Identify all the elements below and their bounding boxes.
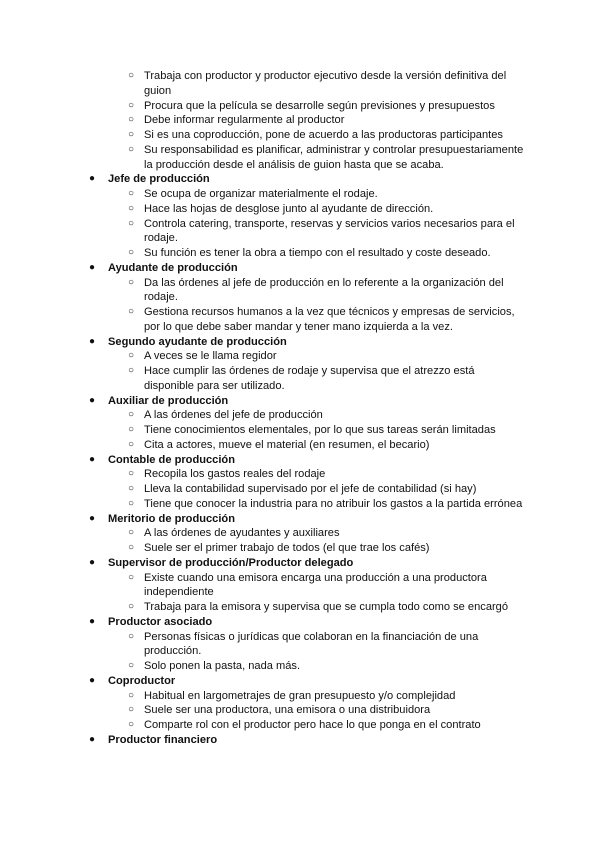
hollow-bullet-icon: ○ [127,438,135,450]
list-item-text: Controla catering, transporte, reservas y servicios varios necesarios para el [144,217,515,230]
section-heading [0,733,600,748]
hollow-bullet-icon: ○ [127,247,135,258]
hollow-bullet-icon: ○ [127,689,135,701]
hollow-bullet-icon: ○ [127,497,135,509]
list-item-continuation: guion [144,84,172,97]
filled-bullet-icon: ● [88,261,96,273]
list-item [0,113,600,128]
list-item-text: Da las órdenes al jefe de producción en lo referente a la organización del [144,276,504,289]
section-title: Segundo ayudante de producción [108,335,287,348]
list-item [0,526,600,541]
hollow-bullet-icon: ○ [127,483,135,494]
filled-bullet-icon: ● [88,615,96,627]
list-item [0,467,600,482]
list-item [0,305,600,320]
hollow-bullet-icon: ○ [127,660,135,671]
list-item [0,689,600,704]
list-item-text: Su función es tener la obra a tiempo con el resultado y coste deseado. [144,247,491,259]
hollow-bullet-icon: ○ [127,276,135,288]
list-item [0,349,600,364]
list-item-continuation: rodaje. [144,232,178,245]
list-item-continuation: por lo que debe saber mandar y tener mano izquierda a la vez. [144,320,453,333]
list-item-text: A las órdenes del jefe de producción [144,409,323,422]
list-item [0,703,600,718]
list-item-text: Su responsabilidad es planificar, administrar y controlar presupuestariamente [144,143,524,156]
hollow-bullet-icon: ○ [127,306,135,317]
bullet-list [0,69,600,748]
list-item [0,659,600,674]
filled-bullet-icon: ● [88,674,96,686]
list-item [0,482,600,497]
section-heading [0,453,600,468]
list-item-text: Lleva la contabilidad supervisado por el jefe de contabilidad (si hay) [144,483,477,495]
hollow-bullet-icon: ○ [127,217,135,229]
section-heading [0,394,600,409]
list-item [0,99,600,114]
list-item [0,423,600,438]
list-item [0,571,600,586]
list-item-text: Existe cuando una emisora encarga una producción a una productora [144,571,487,584]
section-title: Jefe de producción [108,173,210,186]
list-item-continuation: disponible para ser utilizado. [144,379,285,392]
section-heading [0,674,600,689]
section-heading [0,556,600,571]
hollow-bullet-icon: ○ [127,70,135,81]
filled-bullet-icon: ● [88,733,96,745]
section-title: Meritorio de producción [108,512,235,525]
list-item-text: Tiene conocimientos elementales, por lo que sus tareas serán limitadas [144,424,496,436]
list-item-text: Trabaja con productor y productor ejecutivo desde la versión definitiva del [144,70,507,82]
filled-bullet-icon: ● [88,335,96,347]
list-item [0,143,600,158]
section-title: Contable de producción [108,453,235,466]
list-item-text: Comparte rol con el productor pero hace lo que ponga en el contrato [144,719,481,731]
hollow-bullet-icon: ○ [127,424,135,435]
section-title: Coproductor [108,674,176,687]
section-title: Auxiliar de producción [108,394,229,407]
list-item-text: Procura que la película se desarrolle según previsiones y presupuestos [144,99,495,112]
filled-bullet-icon: ● [88,173,96,185]
hollow-bullet-icon: ○ [127,468,135,480]
list-item-text: Se ocupa de organizar materialmente el rodaje. [144,188,378,200]
list-item [0,276,600,291]
list-item [0,600,600,615]
list-item-continuation: rodaje. [144,291,178,304]
list-item [0,246,600,261]
filled-bullet-icon: ● [88,512,96,524]
list-item [0,69,600,84]
list-item-text: Tiene que conocer la industria para no atribuir los gastos a la partida errónea [144,497,523,510]
list-item-text: Debe informar regularmente al productor [144,114,345,127]
list-item-continuation: la producción desde el análisis de guion hasta que se acaba. [144,158,444,171]
list-item [0,364,600,379]
section-title: Ayudante de producción [108,261,238,274]
hollow-bullet-icon: ○ [127,202,135,214]
hollow-bullet-icon: ○ [127,409,135,421]
list-item-text: Recopila los gastos reales del rodaje [144,468,326,481]
section-title: Supervisor de producción/Productor delegado [108,556,354,569]
list-item [0,128,600,143]
list-item-text: Suele ser el primer trabajo de todos (el que trae los cafés) [144,542,430,554]
list-item-text: Habitual en largometrajes de gran presupuesto y/o complejidad [144,689,456,702]
list-item [0,408,600,423]
hollow-bullet-icon: ○ [127,571,135,583]
hollow-bullet-icon: ○ [127,719,135,730]
hollow-bullet-icon: ○ [127,630,135,642]
list-item [0,541,600,556]
list-item-text: Solo ponen la pasta, nada más. [144,660,301,672]
hollow-bullet-icon: ○ [127,99,135,111]
list-item-text: A las órdenes de ayudantes y auxiliares [144,527,340,540]
list-item-text: A veces se le llama regidor [144,350,277,363]
hollow-bullet-icon: ○ [127,527,135,539]
section-heading [0,172,600,187]
hollow-bullet-icon: ○ [127,143,135,155]
filled-bullet-icon: ● [88,394,96,406]
list-item-text: Hace cumplir las órdenes de rodaje y supervisa que el atrezzo está [144,365,475,377]
list-item-text: Cita a actores, mueve el material (en resumen, el becario) [144,438,430,451]
filled-bullet-icon: ● [88,556,96,568]
list-item [0,187,600,202]
list-item-text: Personas físicas o jurídicas que colaboran en la financiación de una [144,630,479,643]
hollow-bullet-icon: ○ [127,350,135,362]
section-heading [0,512,600,527]
list-item-continuation: producción. [144,645,202,658]
hollow-bullet-icon: ○ [127,188,135,199]
list-item-text: Si es una coproducción, pone de acuerdo a las productoras participantes [144,129,503,141]
section-heading [0,615,600,630]
list-item-text: Gestiona recursos humanos a la vez que técnicos y empresas de servicios, [144,306,515,318]
list-item-text: Trabaja para la emisora y supervisa que se cumpla todo como se encargó [144,601,509,613]
hollow-bullet-icon: ○ [127,114,135,126]
list-item [0,718,600,733]
list-item-text: Suele ser una productora, una emisora o una distribuidora [144,704,431,717]
hollow-bullet-icon: ○ [127,601,135,612]
hollow-bullet-icon: ○ [127,704,135,716]
list-item [0,630,600,645]
hollow-bullet-icon: ○ [127,365,135,376]
list-item [0,217,600,232]
section-heading [0,335,600,350]
hollow-bullet-icon: ○ [127,129,135,140]
section-title: Productor asociado [108,615,213,628]
list-item [0,438,600,453]
section-heading [0,261,600,276]
list-item [0,202,600,217]
hollow-bullet-icon: ○ [127,542,135,553]
list-item [0,497,600,512]
section-title: Productor financiero [108,733,218,746]
filled-bullet-icon: ● [88,453,96,465]
list-item-continuation: independiente [144,586,214,599]
list-item-text: Hace las hojas de desglose junto al ayudante de dirección. [144,202,434,215]
